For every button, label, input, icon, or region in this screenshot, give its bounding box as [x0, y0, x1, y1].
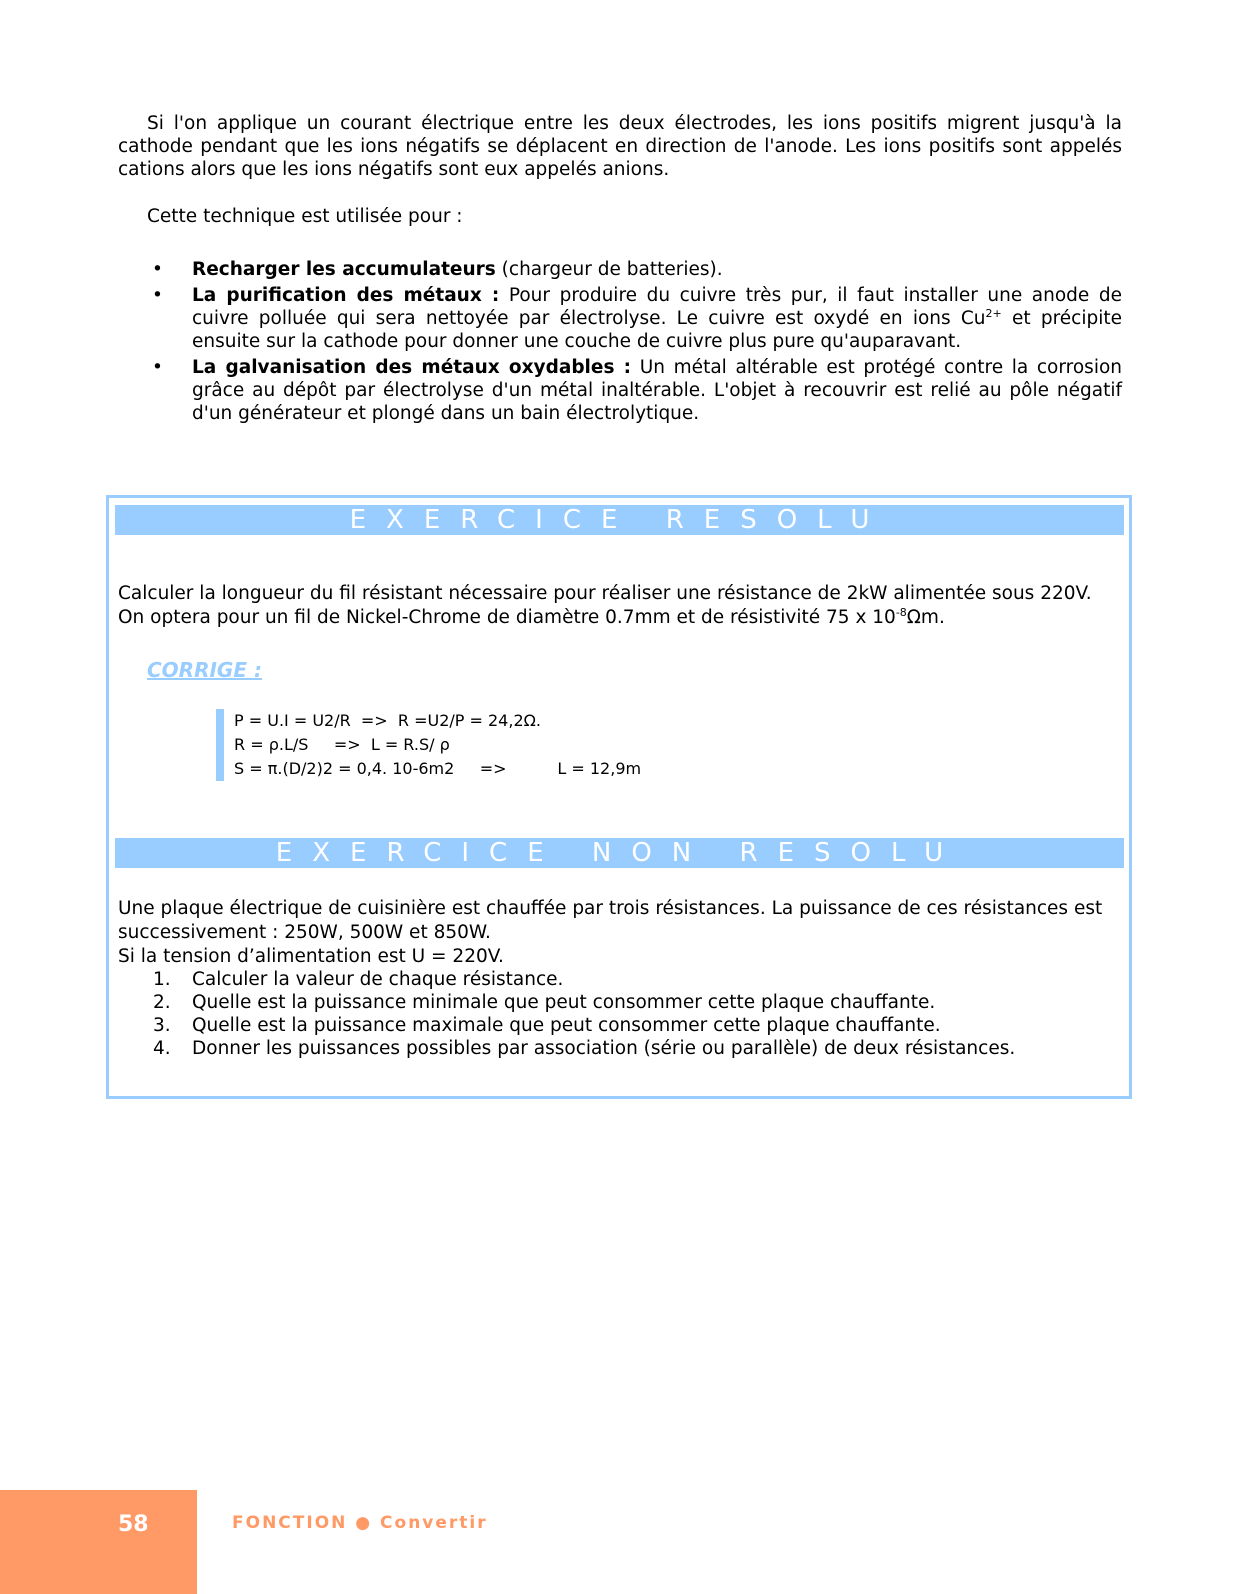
- corrige-label: CORRIGE :: [147, 658, 262, 682]
- questions-list: [118, 968, 1015, 1060]
- list-item: • Recharger les accumulateurs (chargeur de batteries).: [152, 259, 723, 280]
- exercice-non-resolu-statement: Une plaque électrique de cuisinière est chauffée par trois résistances. La puissance de ces résistances est successivement : 250W, 500W et 850W. Si la tension d’alimentation est U = 220V.: [118, 898, 1103, 967]
- bullet-icon: •: [152, 259, 163, 280]
- list-item: 4. Donner les puissances possibles par association (série ou parallèle) de deux résistances.: [153, 1038, 1016, 1059]
- exercice-non-resolu-title: EXERCICE NON RESOLU: [115, 838, 1124, 868]
- bullet-icon: •: [152, 357, 163, 378]
- list-item: 2. Quelle est la puissance minimale que peut consommer cette plaque chauffante.: [153, 992, 936, 1013]
- list-item: • La purification des métaux : Pour produire du cuivre très pur, il faut installer une anode de cuivre polluée qui sera nettoyée par électrolyse. Le cuivre est oxydé en ions $Cu^{2+}$ et précipite ensuite sur la cathode pour donner une couche de cuivre plus pure qu'auparavant.: [152, 285, 1122, 352]
- list-item: • La galvanisation des métaux oxydables : Un métal altérable est protégé contre la corrosion grâce au dépôt par électrolyse d'un métal inaltérable. L'objet à recouvrir est relié au pôle négatif d'un générateur et plongé dans un bain électrolytique.: [152, 357, 1122, 424]
- solution-line: P = U.I = U2/R => R =U2/P = 24,2Ω.: [234, 711, 541, 730]
- page-number: 58: [118, 1512, 149, 1537]
- intro-paragraph: Si l'on applique un courant électrique entre les deux électrodes, les ions positifs migrent jusqu'à la cathode pendant que les ions négatifs se déplacent en direction de l'anode. Les ions positifs sont appelés cations alors que les ions négatifs sont eux appelés anions.: [118, 113, 1122, 180]
- exercice-resolu-title: EXERCICE RESOLU: [115, 505, 1124, 535]
- usage-list: [118, 258, 1122, 428]
- list-item: 1. Calculer la valeur de chaque résistance.: [153, 969, 564, 990]
- list-item: 3. Quelle est la puissance maximale que peut consommer cette plaque chauffante.: [153, 1015, 941, 1036]
- bullet-icon: •: [152, 285, 163, 306]
- footer-section-label: FONCTION ● Convertir: [232, 1513, 488, 1533]
- footer-page-tab: [0, 1490, 197, 1594]
- exercice-resolu-statement: Calculer la longueur du fil résistant nécessaire pour réaliser une résistance de 2kW alimentée sous 220V. On optera pour un fil de Nickel-Chrome de diamètre 0.7mm et de résistivité 75 x $10^{-8}\Omega m$.: [118, 583, 1092, 628]
- solution-line: S = π.(D/2)2 = 0,4. 10-6m2 => L = 12,9m: [234, 759, 642, 778]
- solution-line: R = ρ.L/S => L = R.S/ ρ: [234, 735, 450, 754]
- intro-lead: Cette technique est utilisée pour :: [147, 206, 463, 227]
- solution-block: [216, 709, 641, 781]
